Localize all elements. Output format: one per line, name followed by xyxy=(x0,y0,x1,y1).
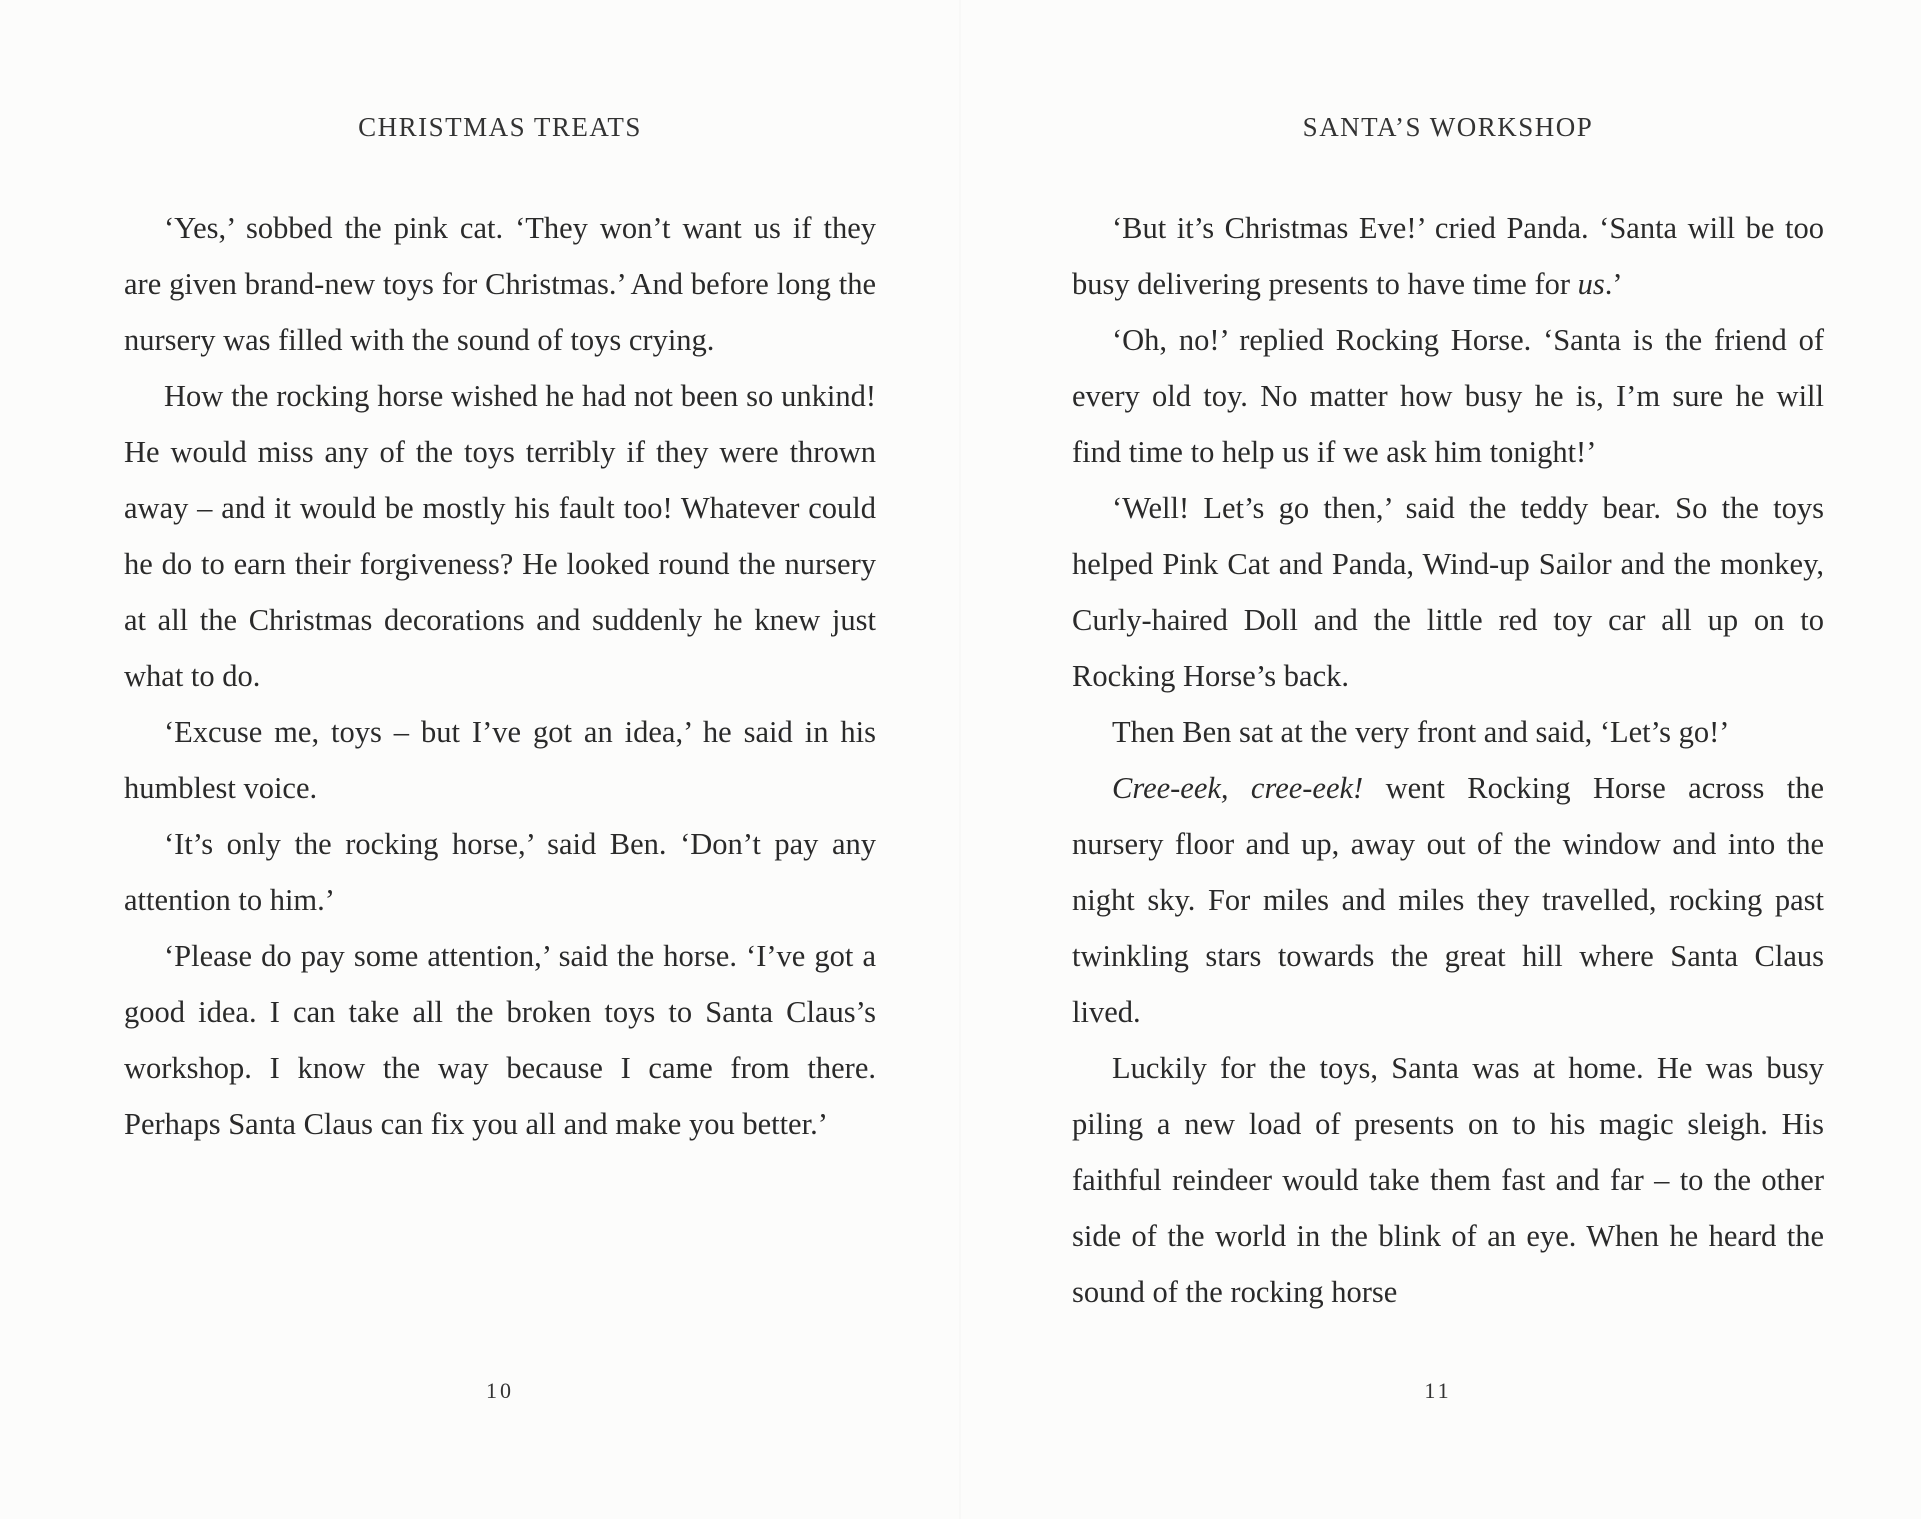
paragraph: Then Ben sat at the very front and said, ‘Let’s go!’ xyxy=(1112,715,1730,749)
running-head-right: SANTA’S WORKSHOP xyxy=(1302,112,1594,142)
italic-run: Cree-eek, cree-eek! xyxy=(1112,771,1364,805)
paragraph: ‘Well! Let’s go then,’ said the teddy bear. So the toys helped Pink Cat and Panda, Wind-up Sailor and the monkey, Curly-haired Doll and the little red toy car all up on to Rocking Horse’s back. xyxy=(1072,491,1824,693)
paragraph: How the rocking horse wished he had not been so unkind! He would miss any of the toys terribly if they were thrown away – and it would be mostly his fault too! Whatever could he do to earn their forgiveness? He looked round the nursery at all the Christmas decorations and suddenly he knew just what to do. xyxy=(124,379,876,693)
paragraph: ‘It’s only the rocking horse,’ said Ben. ‘Don’t pay any attention to him.’ xyxy=(124,827,876,917)
right-page-text xyxy=(1072,200,1824,1320)
running-head-left: CHRISTMAS TREATS xyxy=(358,112,642,142)
paragraph xyxy=(1072,200,1824,312)
text-run: .’ xyxy=(1604,267,1623,301)
italic-run: us xyxy=(1577,267,1605,301)
paragraph: ‘Yes,’ sobbed the pink cat. ‘They won’t want us if they are given brand-new toys for Christmas.’ And before long the nursery was filled with the sound of toys crying. xyxy=(124,211,876,357)
page-number-right: 11 xyxy=(1424,1378,1452,1403)
page-number-left: 10 xyxy=(486,1378,514,1403)
paragraph: ‘Excuse me, toys – but I’ve got an idea,’ he said in his humblest voice. xyxy=(124,715,876,805)
paragraph: Luckily for the toys, Santa was at home. He was busy piling a new load of presents on to his magic sleigh. His faithful reindeer would take them fast and far – to the other side of the world in the blink of an eye. When he heard the sound of the rocking horse xyxy=(1072,1051,1824,1309)
paragraph: ‘Please do pay some attention,’ said the horse. ‘I’ve got a good idea. I can take all the broken toys to Santa Claus’s workshop. I know the way because I came from there. Perhaps Santa Claus can fix you all and make you better.’ xyxy=(124,939,876,1141)
paragraph xyxy=(1072,760,1824,1040)
left-page xyxy=(0,0,960,1519)
paragraph: ‘Oh, no!’ replied Rocking Horse. ‘Santa is the friend of every old toy. No matter how busy he is, I’m sure he will find time to help us if we ask him tonight!’ xyxy=(1072,323,1824,469)
text-run: ‘But it’s Christmas Eve!’ cried Panda. ‘Santa will be too busy delivering presents to have time for xyxy=(1072,211,1824,301)
right-page xyxy=(960,0,1921,1519)
left-page-text xyxy=(124,200,876,1152)
text-run: went Rocking Horse across the nursery floor and up, away out of the window and into the night sky. For miles and miles they travelled, rocking past twinkling stars towards the great hill where Santa Claus lived. xyxy=(1072,771,1825,1029)
